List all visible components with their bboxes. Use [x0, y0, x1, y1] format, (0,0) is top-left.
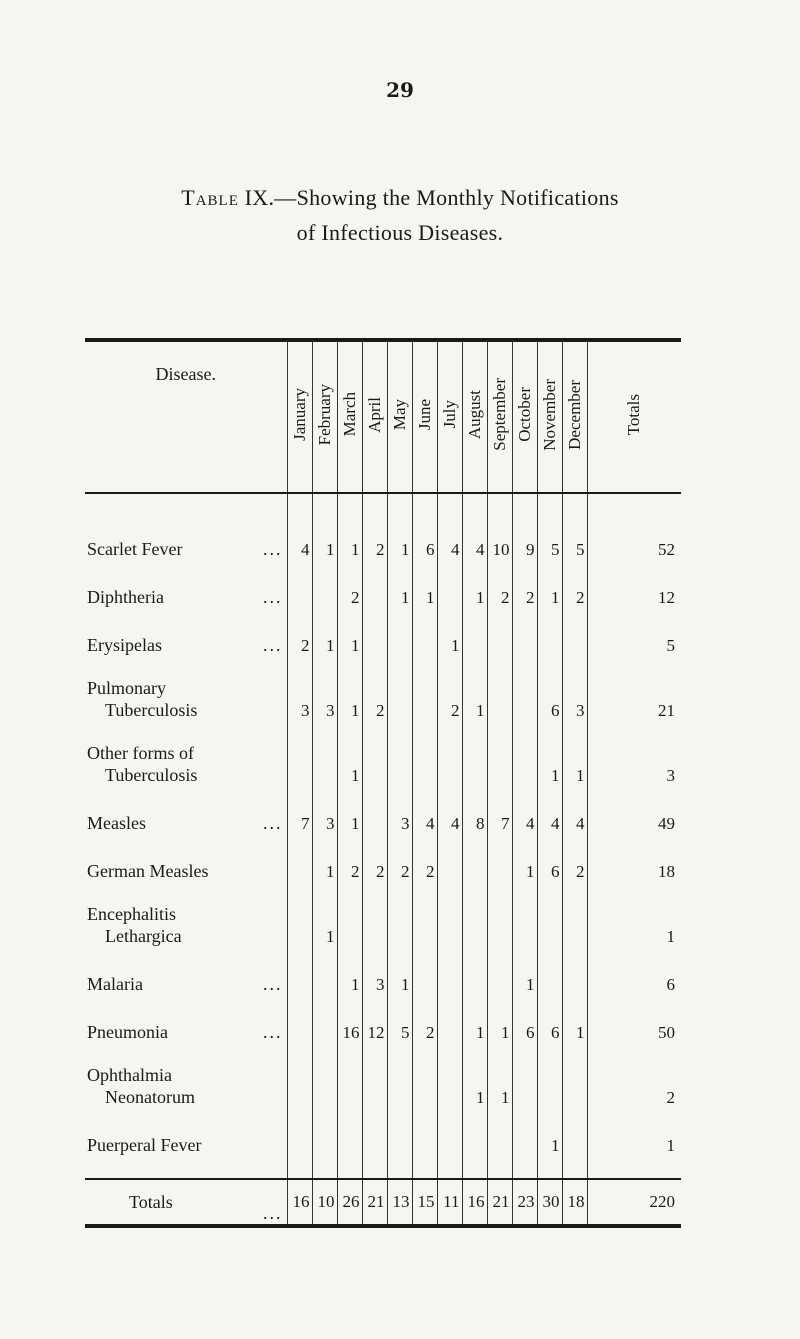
total-january: 16	[287, 1179, 312, 1226]
cell-october: 6	[512, 995, 537, 1043]
cell-may: 1	[387, 560, 412, 608]
cell-november	[537, 882, 562, 947]
cell-may: 3	[387, 786, 412, 834]
header-row	[85, 340, 681, 493]
table-row	[85, 834, 681, 882]
cell-january: 3	[287, 656, 312, 721]
month-header	[537, 340, 562, 493]
table-title-text: IX.—Showing the Monthly Notifications	[244, 185, 619, 210]
cell-october	[512, 1108, 537, 1179]
cell-may	[387, 1108, 412, 1179]
cell-january	[287, 1043, 312, 1108]
cell-november: 4	[537, 786, 562, 834]
disease-name	[85, 1108, 287, 1179]
month-header-label: March	[339, 392, 359, 437]
cell-march: 1	[337, 786, 362, 834]
cell-march	[337, 1043, 362, 1108]
cell-total: 49	[587, 786, 681, 834]
leader-dots: ...	[263, 813, 283, 833]
page-number: 29	[386, 78, 414, 102]
cell-may: 1	[387, 947, 412, 995]
cell-august	[462, 721, 487, 786]
notifications-table	[85, 338, 681, 1228]
cell-august: 4	[462, 493, 487, 560]
total-june: 15	[412, 1179, 437, 1226]
cell-january	[287, 995, 312, 1043]
month-header-label: June	[414, 398, 434, 431]
cell-august: 1	[462, 656, 487, 721]
cell-july	[437, 947, 462, 995]
disease-name	[85, 882, 287, 947]
month-header-label: October	[514, 387, 534, 442]
cell-total: 50	[587, 995, 681, 1043]
cell-july: 1	[437, 608, 462, 656]
cell-july	[437, 1043, 462, 1108]
disease-name-line1: Encephalitis	[87, 904, 176, 924]
disease-name	[85, 834, 287, 882]
disease-name	[85, 608, 287, 656]
cell-june	[412, 1043, 437, 1108]
cell-july	[437, 721, 462, 786]
cell-november	[537, 947, 562, 995]
disease-name	[85, 786, 287, 834]
cell-july	[437, 1108, 462, 1179]
leader-dots: ...	[263, 587, 283, 607]
cell-april	[362, 882, 387, 947]
total-december: 18	[562, 1179, 587, 1226]
cell-july	[437, 834, 462, 882]
table-row	[85, 947, 681, 995]
cell-february: 1	[312, 493, 337, 560]
disease-name-line1: Measles	[87, 813, 146, 833]
cell-april: 2	[362, 656, 387, 721]
cell-june: 6	[412, 493, 437, 560]
total-may: 13	[387, 1179, 412, 1226]
total-november: 30	[537, 1179, 562, 1226]
cell-december: 4	[562, 786, 587, 834]
disease-name-line1: Erysipelas	[87, 635, 162, 655]
disease-name-line1: Pneumonia	[87, 1022, 168, 1042]
cell-june	[412, 882, 437, 947]
cell-november	[537, 1043, 562, 1108]
cell-june: 1	[412, 560, 437, 608]
total-april: 21	[362, 1179, 387, 1226]
total-march: 26	[337, 1179, 362, 1226]
cell-september: 1	[487, 1043, 512, 1108]
month-header-label: November	[539, 378, 559, 451]
cell-june	[412, 608, 437, 656]
disease-name	[85, 995, 287, 1043]
cell-october	[512, 721, 537, 786]
leader-dots: ...	[263, 1022, 283, 1042]
totals-row	[85, 1179, 681, 1226]
cell-june: 2	[412, 995, 437, 1043]
cell-november: 5	[537, 493, 562, 560]
cell-april	[362, 560, 387, 608]
month-header	[562, 340, 587, 493]
disease-name	[85, 560, 287, 608]
cell-september	[487, 1108, 512, 1179]
total-august: 16	[462, 1179, 487, 1226]
cell-total: 1	[587, 1108, 681, 1179]
table-row	[85, 608, 681, 656]
cell-february: 1	[312, 882, 337, 947]
cell-november: 1	[537, 721, 562, 786]
cell-december: 2	[562, 834, 587, 882]
cell-total: 18	[587, 834, 681, 882]
cell-may	[387, 721, 412, 786]
cell-december	[562, 882, 587, 947]
cell-total: 21	[587, 656, 681, 721]
disease-name-line1: Pulmonary	[87, 678, 166, 698]
cell-march: 1	[337, 656, 362, 721]
cell-march: 1	[337, 721, 362, 786]
table-row	[85, 882, 681, 947]
cell-september	[487, 882, 512, 947]
cell-june	[412, 1108, 437, 1179]
cell-total: 1	[587, 882, 681, 947]
total-october: 23	[512, 1179, 537, 1226]
cell-may: 1	[387, 493, 412, 560]
month-header-label: December	[564, 379, 584, 450]
cell-june	[412, 656, 437, 721]
disease-name-line1: Ophthalmia	[87, 1065, 172, 1085]
table-title	[0, 185, 800, 211]
cell-november	[537, 608, 562, 656]
cell-july	[437, 995, 462, 1043]
cell-february	[312, 947, 337, 995]
cell-january	[287, 721, 312, 786]
cell-december: 2	[562, 560, 587, 608]
disease-name	[85, 947, 287, 995]
disease-name-line1: German Measles	[87, 861, 209, 881]
month-header	[387, 340, 412, 493]
cell-march: 1	[337, 947, 362, 995]
cell-august: 1	[462, 995, 487, 1043]
disease-name-line2: Tuberculosis	[105, 765, 198, 785]
table-row	[85, 1108, 681, 1179]
disease-name-line1: Malaria	[87, 974, 143, 994]
cell-december: 1	[562, 995, 587, 1043]
disease-header: Disease.	[85, 340, 287, 493]
cell-january: 4	[287, 493, 312, 560]
cell-may	[387, 608, 412, 656]
cell-september: 1	[487, 995, 512, 1043]
cell-april: 12	[362, 995, 387, 1043]
month-header	[462, 340, 487, 493]
month-header	[437, 340, 462, 493]
cell-october: 1	[512, 947, 537, 995]
leader-dots: ...	[263, 635, 283, 655]
disease-name-line1: Scarlet Fever	[87, 539, 183, 559]
disease-name-line1: Puerperal Fever	[87, 1135, 202, 1155]
disease-name-line2: Neonatorum	[105, 1087, 195, 1107]
cell-december: 3	[562, 656, 587, 721]
month-header-label: April	[364, 396, 384, 433]
totals-label: Totals	[129, 1191, 173, 1212]
cell-october	[512, 882, 537, 947]
cell-september	[487, 947, 512, 995]
disease-name-line2: Lethargica	[105, 926, 182, 946]
leader-dots: ...	[263, 1203, 283, 1223]
table-row	[85, 995, 681, 1043]
cell-september	[487, 721, 512, 786]
cell-march: 2	[337, 560, 362, 608]
disease-name	[85, 656, 287, 721]
disease-name-line1: Other forms of	[87, 743, 194, 763]
cell-october: 4	[512, 786, 537, 834]
grand-total: 220	[587, 1179, 681, 1226]
cell-march: 16	[337, 995, 362, 1043]
cell-april	[362, 721, 387, 786]
cell-december	[562, 1108, 587, 1179]
cell-january	[287, 1108, 312, 1179]
cell-september	[487, 608, 512, 656]
cell-february	[312, 1108, 337, 1179]
cell-october: 9	[512, 493, 537, 560]
cell-november: 1	[537, 1108, 562, 1179]
cell-september	[487, 656, 512, 721]
month-header	[312, 340, 337, 493]
cell-january	[287, 947, 312, 995]
cell-july: 2	[437, 656, 462, 721]
cell-february: 1	[312, 834, 337, 882]
cell-september	[487, 834, 512, 882]
cell-may	[387, 1043, 412, 1108]
cell-june	[412, 721, 437, 786]
month-header	[287, 340, 312, 493]
cell-october	[512, 1043, 537, 1108]
disease-name	[85, 721, 287, 786]
cell-march	[337, 882, 362, 947]
cell-november: 6	[537, 834, 562, 882]
cell-march: 1	[337, 493, 362, 560]
cell-april: 2	[362, 834, 387, 882]
month-header-label: January	[289, 388, 309, 441]
cell-november: 6	[537, 995, 562, 1043]
cell-march: 2	[337, 834, 362, 882]
cell-october: 1	[512, 834, 537, 882]
cell-july: 4	[437, 493, 462, 560]
cell-april	[362, 786, 387, 834]
cell-december	[562, 1043, 587, 1108]
cell-total: 12	[587, 560, 681, 608]
cell-december	[562, 608, 587, 656]
table-row	[85, 1043, 681, 1108]
cell-february	[312, 1043, 337, 1108]
cell-february: 3	[312, 786, 337, 834]
cell-february: 1	[312, 608, 337, 656]
totals-label-cell	[85, 1179, 287, 1226]
month-header	[487, 340, 512, 493]
cell-april	[362, 1108, 387, 1179]
disease-name	[85, 493, 287, 560]
cell-december: 5	[562, 493, 587, 560]
cell-march: 1	[337, 608, 362, 656]
cell-december: 1	[562, 721, 587, 786]
cell-december	[562, 947, 587, 995]
totals-header-label: Totals	[624, 393, 644, 436]
month-header-label: February	[314, 383, 334, 446]
cell-june: 2	[412, 834, 437, 882]
cell-total: 2	[587, 1043, 681, 1108]
cell-january: 2	[287, 608, 312, 656]
table-row	[85, 721, 681, 786]
cell-september: 10	[487, 493, 512, 560]
month-header-label: September	[489, 378, 509, 451]
cell-may	[387, 656, 412, 721]
cell-january	[287, 834, 312, 882]
cell-may: 5	[387, 995, 412, 1043]
totals-header	[587, 340, 681, 493]
disease-name-line2: Tuberculosis	[105, 700, 198, 720]
cell-total: 52	[587, 493, 681, 560]
cell-april: 3	[362, 947, 387, 995]
leader-dots: ...	[263, 974, 283, 994]
cell-july: 4	[437, 786, 462, 834]
cell-june: 4	[412, 786, 437, 834]
total-july: 11	[437, 1179, 462, 1226]
month-header-label: May	[389, 398, 409, 431]
month-header	[337, 340, 362, 493]
cell-february: 3	[312, 656, 337, 721]
table-row	[85, 560, 681, 608]
cell-september: 2	[487, 560, 512, 608]
total-february: 10	[312, 1179, 337, 1226]
cell-november: 1	[537, 560, 562, 608]
cell-october	[512, 608, 537, 656]
table-row	[85, 656, 681, 721]
cell-august: 1	[462, 560, 487, 608]
cell-august: 1	[462, 1043, 487, 1108]
cell-august	[462, 947, 487, 995]
month-header-label: August	[464, 389, 484, 440]
cell-total: 5	[587, 608, 681, 656]
month-header	[362, 340, 387, 493]
month-header	[412, 340, 437, 493]
cell-february	[312, 995, 337, 1043]
table-title-label: Table	[181, 185, 239, 210]
cell-january: 7	[287, 786, 312, 834]
cell-january	[287, 560, 312, 608]
cell-november: 6	[537, 656, 562, 721]
cell-july	[437, 560, 462, 608]
cell-october: 2	[512, 560, 537, 608]
cell-august	[462, 608, 487, 656]
cell-february	[312, 560, 337, 608]
cell-april	[362, 608, 387, 656]
cell-september: 7	[487, 786, 512, 834]
disease-name-line1: Diphtheria	[87, 587, 164, 607]
month-header	[512, 340, 537, 493]
cell-july	[437, 882, 462, 947]
month-header-label: July	[439, 400, 459, 429]
cell-january	[287, 882, 312, 947]
leader-dots: ...	[263, 539, 283, 559]
table-row	[85, 786, 681, 834]
disease-name	[85, 1043, 287, 1108]
cell-total: 3	[587, 721, 681, 786]
table-row	[85, 493, 681, 560]
cell-august	[462, 882, 487, 947]
cell-total: 6	[587, 947, 681, 995]
cell-august: 8	[462, 786, 487, 834]
cell-may	[387, 882, 412, 947]
table-subtitle: of Infectious Diseases.	[296, 220, 504, 245]
cell-february	[312, 721, 337, 786]
cell-august	[462, 834, 487, 882]
cell-may: 2	[387, 834, 412, 882]
cell-june	[412, 947, 437, 995]
cell-august	[462, 1108, 487, 1179]
total-september: 21	[487, 1179, 512, 1226]
cell-march	[337, 1108, 362, 1179]
cell-october	[512, 656, 537, 721]
cell-april: 2	[362, 493, 387, 560]
cell-april	[362, 1043, 387, 1108]
